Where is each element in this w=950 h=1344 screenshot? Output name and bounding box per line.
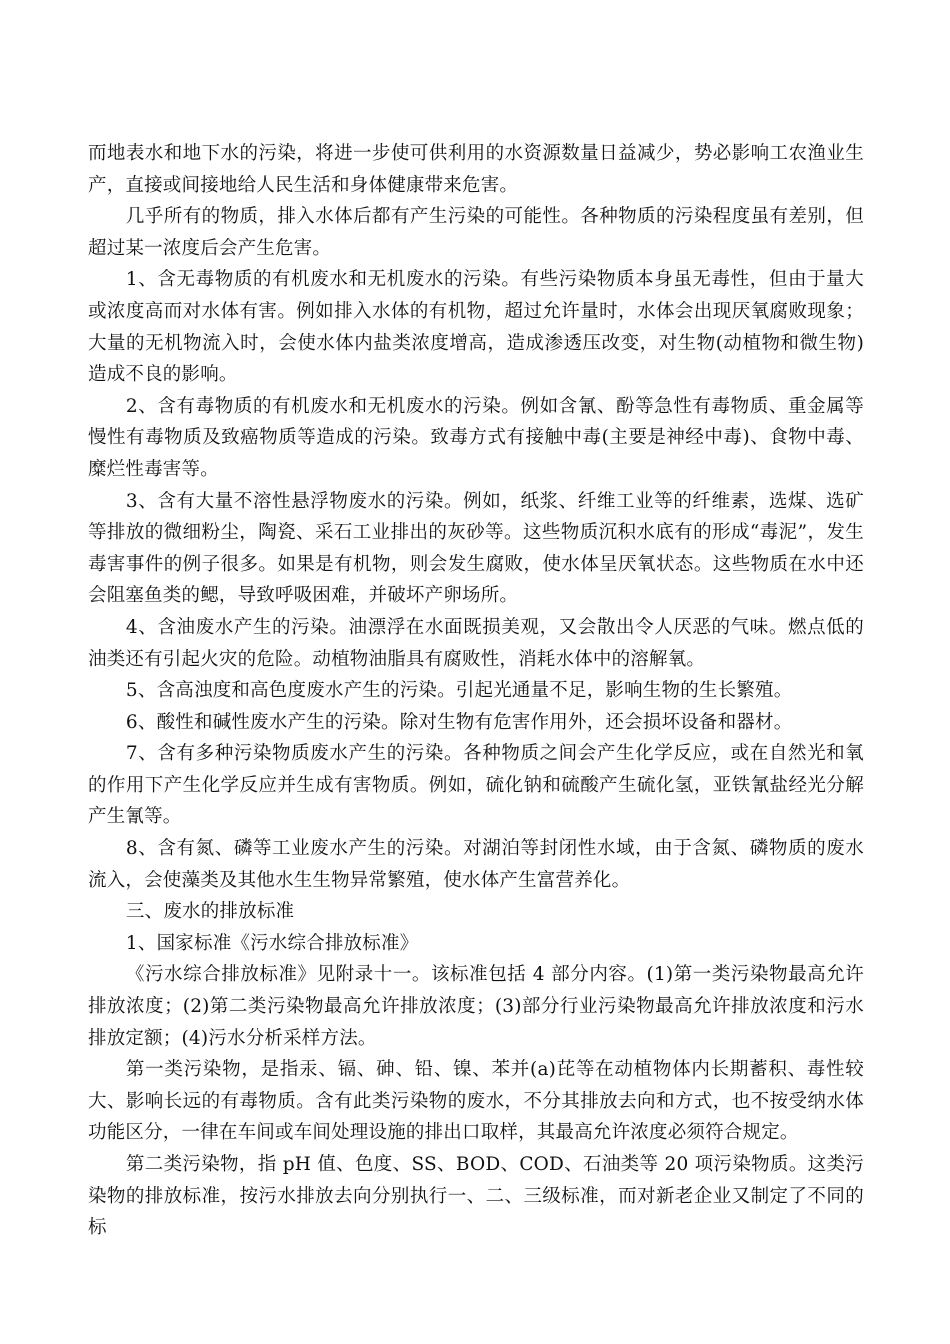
paragraph: 第一类污染物，是指汞、镉、砷、铅、镍、苯并(a)芘等在动植物体内长期蓄积、毒性较大、影响长远的有毒物质。含有此类污染物的废水，不分其排放去向和方式，也不按受纳水体功能区分，一律在车间或车间处理设施的排出口取样，其最高允许浓度必须符合规定。 bbox=[88, 1059, 864, 1144]
paragraph: 《污水综合排放标准》见附录十一。该标准包括 4 部分内容。(1)第一类污染物最高允许排放浓度；(2)第二类污染物最高允许排放浓度；(3)部分行业污染物最高允许排放浓度和污水排放定额；(4)污水分析采样方法。 bbox=[88, 964, 864, 1049]
paragraph: 6、酸性和碱性废水产生的污染。除对生物有危害作用外，还会损坏设备和器材。 bbox=[125, 711, 793, 733]
subsection-heading: 1、国家标准《污水综合排放标准》 bbox=[125, 932, 419, 954]
paragraph: 1、含无毒物质的有机废水和无机废水的污染。有些污染物质本身虽无毒性，但由于量大或浓度高而对水体有害。例如排入水体的有机物，超过允许量时，水体会出现厌氧腐败现象；大量的无机物流入时，会使水体内盐类浓度增高，造成渗透压改变，对生物(动植物和微生物)造成不良的影响。 bbox=[88, 269, 864, 386]
paragraph: 4、含油废水产生的污染。油漂浮在水面既损美观，又会散出令人厌恶的气味。燃点低的油类还有引起火灾的危险。动植物油脂具有腐败性，消耗水体中的溶解氧。 bbox=[88, 616, 864, 670]
paragraph: 5、含高浊度和高色度废水产生的污染。引起光通量不足，影响生物的生长繁殖。 bbox=[125, 680, 793, 702]
section-heading: 三、废水的排放标准 bbox=[125, 901, 295, 923]
paragraph: 而地表水和地下水的污染，将进一步使可供利用的水资源数量日益减少，势必影响工农渔业生产，直接或间接地给人民生活和身体健康带来危害。 bbox=[88, 143, 864, 196]
paragraph: 8、含有氮、磷等工业废水产生的污染。对湖泊等封闭性水域，由于含氮、磷物质的废水流入，会使藻类及其他水生生物异常繁殖，使水体产生富营养化。 bbox=[88, 838, 864, 891]
paragraph: 几乎所有的物质，排入水体后都有产生污染的可能性。各种物质的污染程度虽有差别，但超过某一浓度后会产生危害。 bbox=[88, 206, 864, 259]
paragraph: 7、含有多种污染物质废水产生的污染。各种物质之间会产生化学反应，或在自然光和氧的作用下产生化学反应并生成有害物质。例如，硫化钠和硫酸产生硫化氢，亚铁氰盐经光分解产生氰等。 bbox=[88, 743, 864, 828]
paragraph: 2、含有毒物质的有机废水和无机废水的污染。例如含氰、酚等急性有毒物质、重金属等慢性有毒物质及致癌物质等造成的污染。致毒方式有接触中毒(主要是神经中毒)、食物中毒、糜烂性毒害等。 bbox=[88, 395, 864, 480]
paragraph: 3、含有大量不溶性悬浮物废水的污染。例如，纸浆、纤维工业等的纤维素，选煤、选矿等排放的微细粉尘，陶瓷、采石工业排出的灰砂等。这些物质沉积水底有的形成“毒泥”，发生毒害事件的例子很多。如果是有机物，则会发生腐败，使水体呈厌氧状态。这些物质在水中还会阻塞鱼类的鳃，导致呼吸困难，并破坏产卵场所。 bbox=[88, 490, 864, 607]
paragraph: 第二类污染物，指 pH 值、色度、SS、BOD、COD、石油类等 20 项污染物质。这类污染物的排放标准，按污水排放去向分别执行一、二、三级标准，而对新老企业又制定了不同的标 bbox=[88, 1154, 864, 1239]
document-body bbox=[88, 138, 864, 1244]
